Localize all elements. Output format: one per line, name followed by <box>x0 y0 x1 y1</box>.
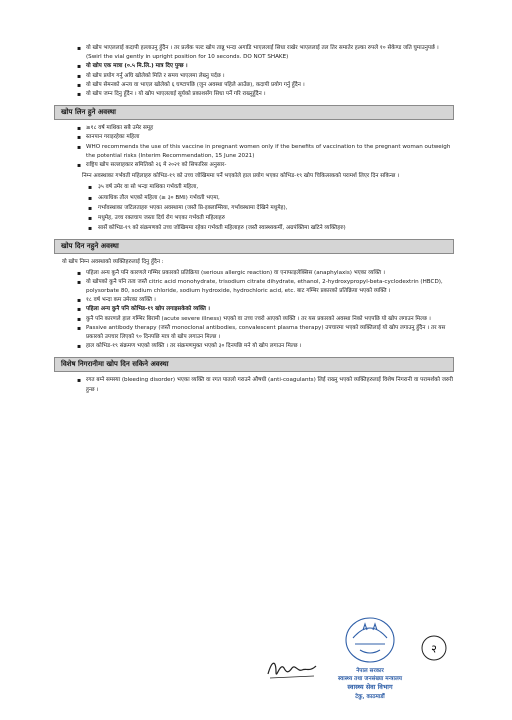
list-item: ▪ पहिला अन्य कुनै पनि कारणले गम्भिर प्रकारको प्रतिक्रिया (serious allergic reaction) वा एनाफाइलेक्सिस (anaphylaxis) भएका व्यक्ति । <box>54 269 454 278</box>
list-item: ▪ सार्से कोभिड-१९ को संक्रमणको उच्च जोखिममा रहेका गर्भवती महिलाहरु (जस्तै स्वास्थ्यकर्मी, अग्रपंक्तिमा खटिने व्यक्तिहरु) <box>54 224 454 233</box>
section-heading-eligible: खोप लिन हुने अवस्था <box>54 105 454 120</box>
list-item: ▪ WHO recommends the use of this vaccine in pregnant women only if the benefits of vaccination to the pregnant woman outweigh the potential risks (Interim Recommendation, 15 June 2021) <box>54 143 454 161</box>
list-item: ▪ १८ वर्ष भन्दा कम उमेरका व्यक्ति । <box>54 296 454 305</box>
list-item: ▪ पहिला अन्य कुनै पनि कोभिड-१९ खोप लगाइसकेको व्यक्ति । <box>54 305 454 314</box>
list-item: ▪ यो खोप प्रयोग गर्नु अघि खोलेको मिति र समय भाएलमा लेख्नु पर्दछ । <box>54 72 454 81</box>
contraindications-list <box>54 269 454 352</box>
list-item: ▪ यो खोप सेमनको अन्त्य वा भाएल खोलेको ६ घण्टापछि (जुन अवस्था पहिले आउँछ), कदापी प्रयोग गर्नु हुँदैन । <box>54 81 454 90</box>
pregnancy-note: निम्न अवस्थाका गर्भवती महिलाहरु कोभिड-१९ को उच्च जोखिममा पर्ने भएकोले हाल प्रयोग भएका कोभिड-१९ खोप चिकित्सकको परामर्श लिएर दिन सकिन्छ । <box>82 173 400 180</box>
contraindications-intro: यो खोप निम्न अवस्थाको व्यक्तिहरुलाई दिनु हुँदैन : <box>62 259 164 266</box>
list-item: ▪ ≥१८ वर्ष माथिका सबै उमेर समूह <box>54 124 454 133</box>
list-item: ▪ यो खोप भाएललाई कदापी हल्लाउनु हुँदैन । तर प्रत्येक पल्ट खोप तान्नु भन्दा अगाडि भाएललाई सिधा राखेर भाएललाई तल तिर समातेर हल्का रुपले १० सेकेण्ड जति घुमाउनुपर्छ । (Swirl the vial gently in upright position for 10 seconds. DO NOT SHAKE) <box>54 44 454 62</box>
list-item: ▪ ३५ वर्ष उमेर वा सो भन्दा माथिका गर्भवती महिला, <box>54 183 454 192</box>
list-item: ▪ Passive antibody therapy (जस्तै monoclonal antibodies, convalescent plasma therapy) उपचारमा भएको व्यक्तिलाई यो खोप लगाउनु हुँदैन । तर यस प्रकारको उपचार लिएको ९० दिनपछि मात्र यो खोप लगाउन मिल्छ । <box>54 324 454 342</box>
section-heading-special-monitoring: विशेष निगरानीमा खोप दिन सकिने अवस्था <box>54 357 454 372</box>
official-seal <box>325 600 415 712</box>
seal-line-2: स्वास्थ्य तथा जनसंख्या मन्त्रालय <box>338 676 402 682</box>
seal-line-4: टेकु, काठमाडौं <box>355 694 385 700</box>
eligible-list <box>54 124 454 170</box>
list-item: ▪ मधुमेह, उच्च रक्तचाप जस्ता दिर्घ रोग भएका गर्भवती महिलाहरु <box>54 214 454 223</box>
signature <box>262 652 322 688</box>
seal-line-3: स्वास्थ्य सेवा विभाग <box>347 683 393 691</box>
pregnancy-conditions-list <box>54 183 454 233</box>
section-heading-contraindications: खोप दिन नहुने अवस्था <box>54 239 454 254</box>
list-item: ▪ रगत बग्ने समस्या (bleeding disorder) भएका व्यक्ति वा रगत पातलो गराउने औषधी (anti-coagulants) लिई राख्नु भएको व्यक्तिहरुलाई विशेष निगरानी वा परामर्शको जरुरी हुन्छ । <box>54 376 454 394</box>
document-body <box>54 44 454 395</box>
list-item: ▪ कुनै पनि कारणले हाल गम्भिर बिरामी (acute severe illness) भएको वा उच्च ज्वरो आएको व्यक्ति । तर यस प्रकारको अवस्था निको भएपछि यो खोप लगाउन मिल्छ । <box>54 315 454 324</box>
list-item: ▪ यो खोप एक मात्रा (०.५ मि.लि.) मात्र दिए पुग्छ । <box>54 62 454 71</box>
list-item: ▪ हाल कोभिड-१९ संक्रमण भएको व्यक्ति । तर संक्रमणमुक्त भएको ३० दिनपछि मने यो खोप लगाउन मिल्छ । <box>54 342 454 351</box>
list-item: ▪ यो खोप जम्न दिनु हुँदैन । यो खोप भाएललाई सूर्यको प्रकाशसँग सिधा पर्ने गरि राख्नुहुँदैन । <box>54 90 454 99</box>
page-number-text: २ <box>431 642 437 656</box>
list-item: ▪ स्तनपान गराइरहेका महिला <box>54 133 454 142</box>
list-item: ▪ अत्याधिक तौल भएको महिला (≥ ३० BMI) गर्भवती भएमा, <box>54 194 454 203</box>
special-monitoring-list <box>54 376 454 394</box>
page-number <box>420 634 448 662</box>
seal-line-1: नेपाल सरकार <box>356 668 384 674</box>
list-item: ▪ यो खोपको कुनै पनि तत्व जस्तै citric acid monohydrate, trisodium citrate dihydrate, ethanol, 2-hydroxypropyl-beta-cyclodextrin (HBCD), polysorbate 80, sodium chloride, sodium hydroxide, hydrochloric acid, etc. बाट गम्भिर प्रकारको प्रतिक्रिया भएको व्यक्ति । <box>54 278 454 296</box>
storage-instructions-list <box>54 44 454 99</box>
list-item: ▪ राष्ट्रिय खोप सल्लाहकार समितिको २६ मे २०२१ को सिफारिस अनुसार- <box>54 161 454 170</box>
list-item: ▪ गर्भावस्थाका जटिलताहरु भएका अवस्थामा (जस्तै प्रि-इक्लाम्सिया, गर्भावस्थामा देखिने मधुमेह), <box>54 204 454 213</box>
